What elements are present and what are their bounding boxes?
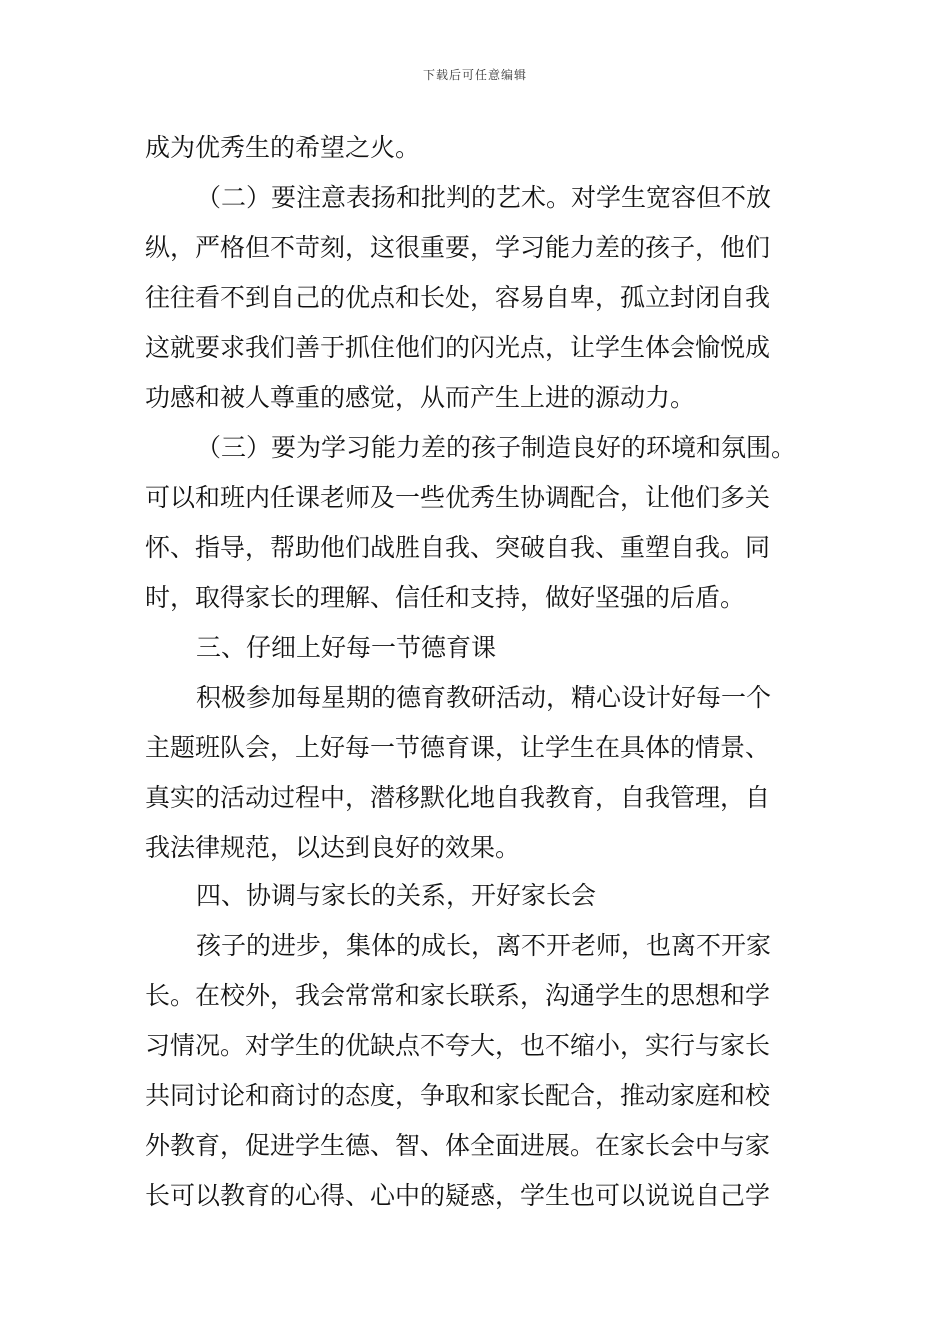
- text-line: （三）要为学习能力差的孩子制造良好的环境和氛围。: [196, 433, 797, 462]
- section-heading: 三、仔细上好每一节德育课: [196, 633, 497, 662]
- text-line: 孩子的进步，集体的成长，离不开老师，也离不开家: [196, 931, 772, 960]
- header-note: 下载后可任意编辑: [422, 68, 527, 82]
- text-line: 共同讨论和商讨的态度，争取和家长配合，推动家庭和校: [145, 1081, 771, 1110]
- section-heading: 四、协调与家长的关系，开好家长会: [196, 881, 597, 910]
- text-line: 真实的活动过程中，潜移默化地自我教育，自我管理，自: [145, 783, 771, 812]
- text-line: 习情况。对学生的优缺点不夸大，也不缩小，实行与家长: [145, 1031, 771, 1060]
- text-line: 积极参加每星期的德育教研活动，精心设计好每一个: [196, 683, 772, 712]
- text-line: 怀、指导，帮助他们战胜自我、突破自我、重塑自我。同: [145, 533, 771, 562]
- text-line: 成为优秀生的希望之火。: [145, 133, 421, 162]
- text-line: 长。在校外，我会常常和家长联系，沟通学生的思想和学: [145, 981, 771, 1010]
- text-line: 往往看不到自己的优点和长处，容易自卑，孤立封闭自我: [145, 283, 771, 312]
- text-line: 外教育，促进学生德、智、体全面进展。在家长会中与家: [145, 1131, 771, 1160]
- text-line: 功感和被人尊重的感觉，从而产生上进的源动力。: [145, 383, 696, 412]
- text-line: 时，取得家长的理解、信任和支持，做好坚强的后盾。: [145, 583, 746, 612]
- text-line: 可以和班内任课老师及一些优秀生协调配合，让他们多关: [145, 483, 771, 512]
- text-line: 这就要求我们善于抓住他们的闪光点，让学生体会愉悦成: [145, 333, 771, 362]
- text-line: 我法律规范，以达到良好的效果。: [145, 833, 521, 862]
- text-line: （二）要注意表扬和批判的艺术。对学生宽容但不放: [196, 183, 772, 212]
- text-line: 主题班队会，上好每一节德育课，让学生在具体的情景、: [145, 733, 771, 762]
- text-line: 长可以教育的心得、心中的疑惑，学生也可以说说自己学: [145, 1181, 771, 1210]
- text-line: 纵，严格但不苛刻，这很重要，学习能力差的孩子，他们: [145, 233, 771, 262]
